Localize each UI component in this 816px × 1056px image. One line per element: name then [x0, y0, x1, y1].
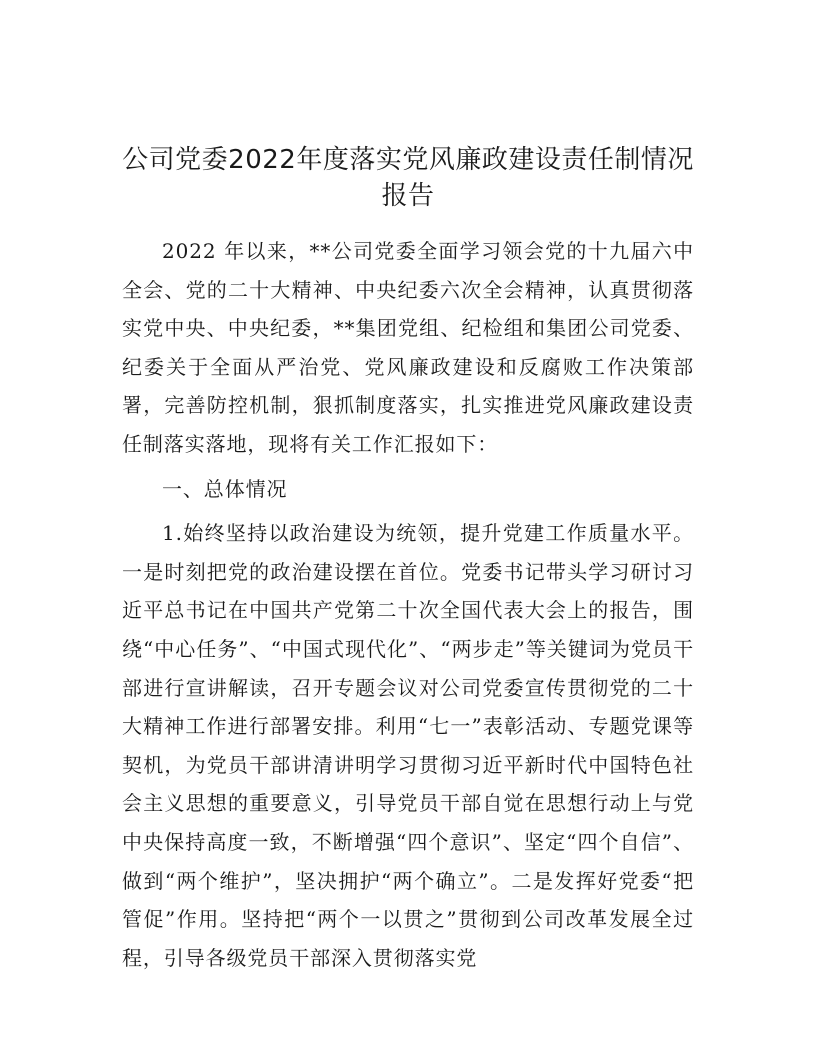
section-heading: 一、总体情况	[162, 476, 288, 501]
document-title: 公司党委2022年度落实党风廉政建设责任制情况报告	[122, 145, 694, 211]
intro-paragraph: 2022 年以来，**公司党委全面学习领会党的十九届六中全会、党的二十大精神、中央纪委六次全会精神，认真贯彻落实党中央、中央纪委，**集团党组、纪检组和集团公司党委、纪委关于全面从严治党、党风廉政建设和反腐败工作决策部署，完善防控机制，狠抓制度落实，扎实推进党风廉政建设责任制落实落地，现将有关工作汇报如下：	[122, 239, 694, 456]
document-body	[122, 232, 694, 977]
body-paragraph: 1.始终坚持以政治建设为统领，提升党建工作质量水平。一是时刻把党的政治建设摆在首位。党委书记带头学习研讨习近平总书记在中国共产党第二十次全国代表大会上的报告，围绕“中心任务”、“中国式现代化”、“两步走”等关键词为党员干部进行宣讲解读，召开专题会议对公司党委宣传贯彻党的二十大精神工作进行部署安排。利用“七一”表彰活动、专题党课等契机，为党员干部讲清讲明学习贯彻习近平新时代中国特色社会主义思想的重要意义，引导党员干部自觉在思想行动上与党中央保持高度一致，不断增强“四个意识”、坚定“四个自信”、做到“两个维护”，坚决拥护“两个确立”。二是发挥好党委“把管促”作用。坚持把“两个一以贯之”贯彻到公司改革发展全过程，引导各级党员干部深入贯彻落实党	[122, 521, 694, 970]
